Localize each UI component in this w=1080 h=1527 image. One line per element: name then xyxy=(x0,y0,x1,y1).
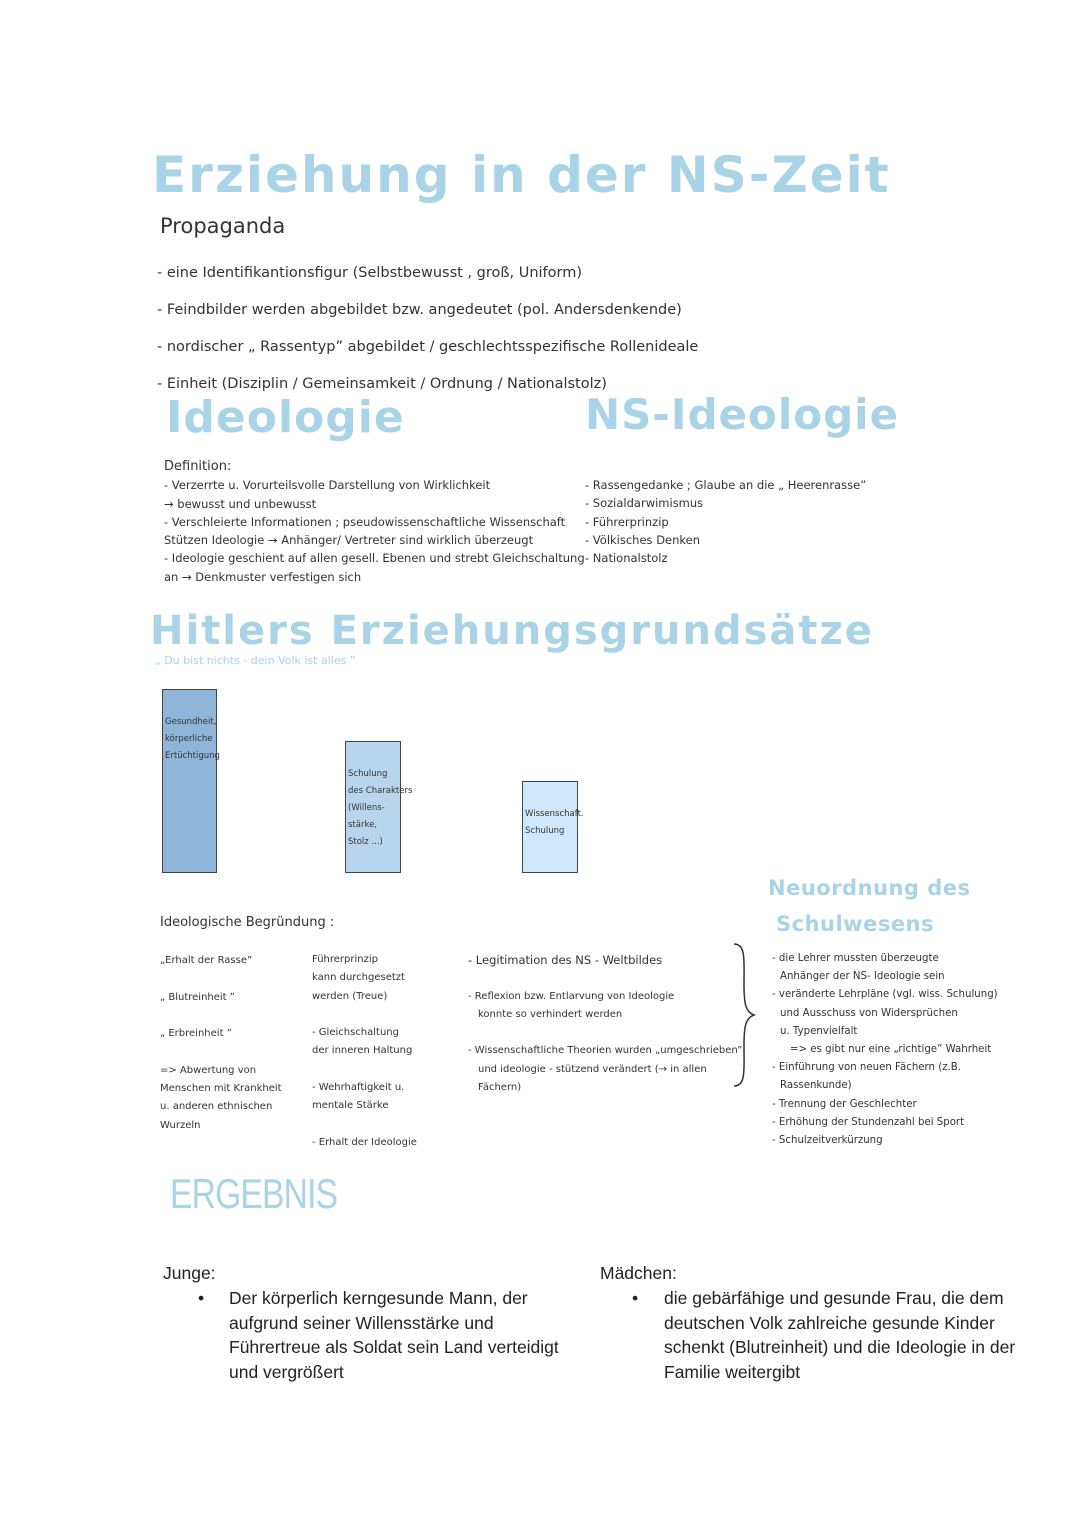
col3-line: - Reflexion bzw. Entlarvung von Ideologie xyxy=(468,990,675,1002)
page-title: Erziehung in der NS-Zeit xyxy=(152,146,891,204)
ns-ideologie-heading: NS-Ideologie xyxy=(585,390,900,439)
list-item: - Erhöhung der Stundenzahl bei Sport xyxy=(772,1116,965,1128)
list-item: - Nationalstolz xyxy=(585,551,668,566)
ideologie-line: - Ideologie geschient auf allen gesell. Ebenen und strebt Gleichschaltung xyxy=(164,551,585,566)
list-item: - Völkisches Denken xyxy=(585,532,701,547)
col2-line xyxy=(312,1061,417,1079)
begruendung-col3 xyxy=(468,951,742,1097)
col3-line: und ideologie - stützend verändert (→ in allen xyxy=(478,1063,707,1075)
curly-brace-icon xyxy=(728,940,756,1090)
col2-line: der inneren Haltung xyxy=(312,1045,413,1057)
bar-character xyxy=(345,741,413,873)
list-item: => es gibt nur eine „richtige” Wahrheit xyxy=(790,1044,992,1056)
col1-line: „ Erbreinheit ” xyxy=(160,1028,232,1040)
neuordnung-list xyxy=(772,950,998,1150)
list-item: - Schulzeitverkürzung xyxy=(772,1135,883,1147)
list-item: - Einführung von neuen Fächern (z.B. xyxy=(772,1062,962,1074)
bar-label: Stolz ...) xyxy=(348,837,383,847)
col1-line: Wurzeln xyxy=(160,1119,201,1131)
ideologie-line: Definition: xyxy=(164,459,232,474)
list-item: - die Lehrer mussten überzeugte xyxy=(772,953,939,964)
col3-line: konnte so verhindert werden xyxy=(478,1008,623,1020)
ideologie-heading: Ideologie xyxy=(166,392,405,443)
col1-line: => Abwertung von xyxy=(160,1064,257,1076)
bar-label: des Charakters xyxy=(348,786,413,796)
bullet-icon: • xyxy=(632,1288,639,1308)
bar-label: körperliche xyxy=(165,734,213,744)
col2-line: - Erhalt der Ideologie xyxy=(312,1136,417,1148)
bar-label: stärke, xyxy=(348,820,378,830)
list-item: - Trennung der Geschlechter xyxy=(772,1098,917,1110)
bar-label: Schulung xyxy=(348,769,388,779)
bar-label: Schulung xyxy=(525,826,565,836)
ergebnis-maedchen-text: die gebärfähige und gesunde Frau, die dem deutschen Volk zahlreiche gesunde Kinder schenkt (Blutreinheit) und die Ideologie in der Familie weitergibt xyxy=(664,1288,1016,1382)
ideologie-line: - Verzerrte u. Vorurteilsvolle Darstellung von Wirklichkeit xyxy=(164,478,491,493)
col2-line: - Gleichschaltung xyxy=(312,1027,399,1039)
list-item: - eine Identifikantionsfigur (Selbstbewusst , groß, Uniform) xyxy=(157,265,583,281)
list-item: und Ausschuss von Widersprüchen xyxy=(780,1007,958,1019)
list-item: Rassenkunde) xyxy=(780,1080,852,1092)
col2-line: Führerprinzip xyxy=(312,954,378,965)
list-item: - nordischer „ Rassentyp” abgebildet / geschlechtsspezifische Rollenideale xyxy=(157,339,699,355)
bar-health xyxy=(162,689,220,873)
list-item: - Einheit (Disziplin / Gemeinsamkeit / Ordnung / Nationalstolz) xyxy=(157,376,607,392)
col3-line: - Wissenschaftliche Theorien wurden „umgeschrieben” xyxy=(468,1045,743,1057)
col1-line xyxy=(160,970,282,988)
hitler-heading: Hitlers Erziehungsgrundsätze xyxy=(150,608,874,654)
bullet-icon: • xyxy=(198,1288,205,1308)
col2-line xyxy=(312,1116,417,1134)
col1-line: „ Blutreinheit ” xyxy=(160,991,235,1003)
neuordnung-heading-line2: Schulwesens xyxy=(776,912,935,936)
list-item: u. Typenvielfalt xyxy=(780,1025,858,1037)
col1-line: u. anderen ethnischen xyxy=(160,1101,273,1113)
propaganda-list xyxy=(157,255,698,403)
col1-line: Menschen mit Krankheit xyxy=(160,1083,282,1095)
col1-line: „Erhalt der Rasse” xyxy=(160,955,253,966)
col2-line: mentale Stärke xyxy=(312,1100,389,1112)
begruendung-heading: Ideologische Begründung : xyxy=(160,915,335,930)
ideologie-line: - Verschleierte Informationen ; pseudowissenschaftliche Wissenschaft xyxy=(164,514,566,529)
col1-line xyxy=(160,1043,282,1061)
col2-line xyxy=(312,1006,417,1024)
begruendung-col1 xyxy=(160,952,282,1135)
list-item: - veränderte Lehrpläne (vgl. wiss. Schulung) xyxy=(772,989,998,1001)
bar-label: Ertüchtigung xyxy=(165,751,220,761)
hitler-quote: „ Du bist nichts - dein Volk ist alles ” xyxy=(155,654,356,667)
col3-line xyxy=(468,1024,742,1042)
col3-line: Fächern) xyxy=(478,1082,522,1094)
bar-label: (Willens- xyxy=(348,803,385,813)
col3-line: - Legitimation des NS - Weltbildes xyxy=(468,953,663,967)
list-item: - Führerprinzip xyxy=(585,514,669,529)
ideologie-line: → bewusst und unbewusst xyxy=(164,496,317,511)
list-item: - Sozialdarwimismus xyxy=(585,496,704,511)
bar-label: Gesundheit, xyxy=(165,717,217,727)
col2-line: - Wehrhaftigkeit u. xyxy=(312,1082,405,1094)
col3-line xyxy=(468,969,742,987)
ideologie-definition xyxy=(164,458,585,586)
ergebnis-heading: ERGEBNIS xyxy=(170,1170,338,1217)
propaganda-heading: Propaganda xyxy=(160,214,286,238)
list-item: - Feindbilder werden abgebildet bzw. angedeutet (pol. Andersdenkende) xyxy=(157,302,682,318)
list-item: Anhänger der NS- Ideologie sein xyxy=(780,971,945,983)
neuordnung-heading-line1: Neuordnung des xyxy=(768,876,971,900)
col2-line: werden (Treue) xyxy=(312,990,388,1002)
ns-ideologie-list xyxy=(585,476,866,567)
list-item: - Rassengedanke ; Glaube an die „ Heerenrasse” xyxy=(585,478,867,492)
col2-line: kann durchgesetzt xyxy=(312,972,405,984)
ergebnis-junge-text: Der körperlich kerngesunde Mann, der aufgrund seiner Willensstärke und Führertreue als Soldat sein Land verteidigt und vergrößert xyxy=(229,1288,559,1382)
ideologie-line: Stützen Ideologie → Anhänger/ Vertreter sind wirklich überzeugt xyxy=(164,533,534,548)
ideologie-line: an → Denkmuster verfestigen sich xyxy=(164,569,362,584)
ergebnis-maedchen-label: Mädchen: xyxy=(600,1263,677,1283)
begruendung-col2 xyxy=(312,951,417,1152)
neuordnung-heading xyxy=(768,870,971,942)
ergebnis-junge-label: Junge: xyxy=(163,1263,216,1283)
col1-line xyxy=(160,1007,282,1025)
bar-label: Wissenschaft. xyxy=(525,809,584,819)
bar-science xyxy=(522,781,584,873)
